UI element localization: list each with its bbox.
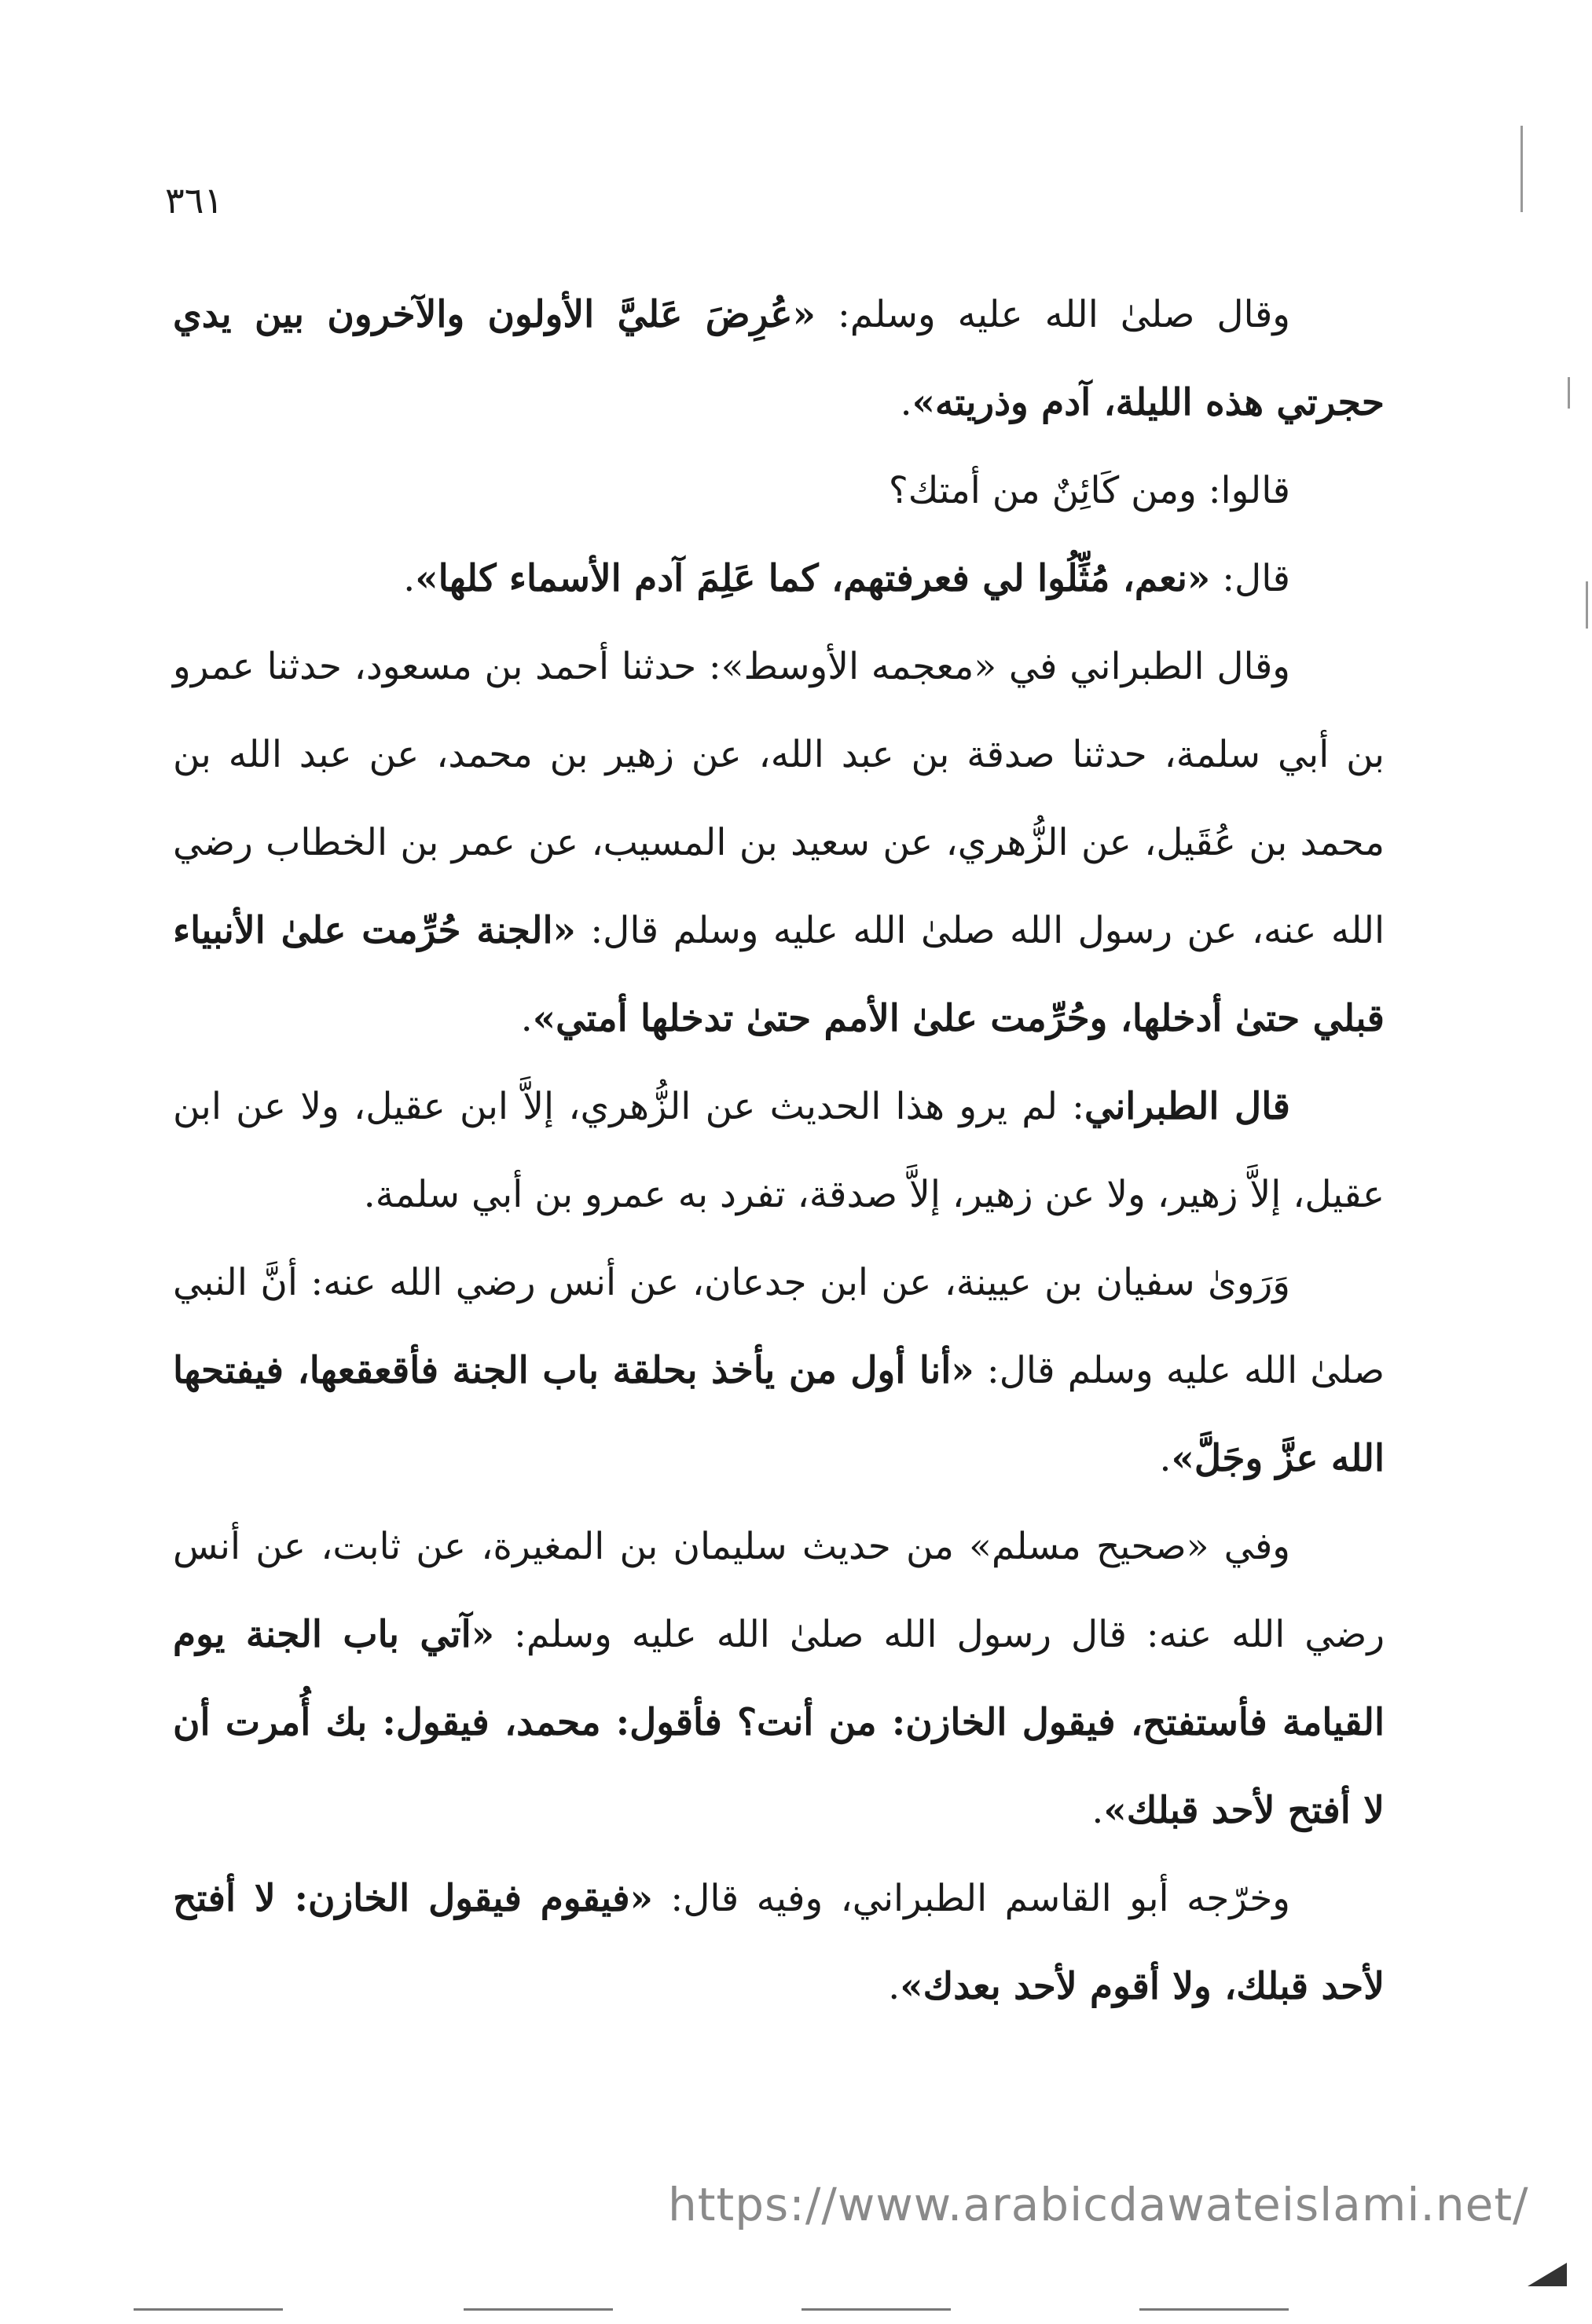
quoted-hadith-text: «نعم، مُثِّلُوا لي فعرفتهم، كما عَلِمَ آدم الأسماء كلها» (415, 557, 1211, 600)
bottom-rule (802, 2308, 951, 2311)
right-margin-tick (1586, 581, 1588, 629)
paragraph-text: قالوا: ومن كَائِنٌ من أمتك؟ (888, 469, 1290, 512)
quoted-hadith-text: «أنا أول من يأخذ بحلقة باب الجنة فأقعقعها، فيفتحها الله عزَّ وجَلَّ» (173, 1349, 1385, 1480)
right-margin-tick (1520, 126, 1523, 212)
paragraph-text: . (900, 381, 912, 424)
paragraph-text: . (520, 997, 533, 1040)
bottom-rule (464, 2308, 613, 2311)
paragraph-text: . (888, 1965, 901, 2008)
paragraph-text: وفي «صحيح مسلم» من حديث سليمان بن المغيرة، عن ثابت، عن أنس رضي الله عنه: قال رسول الله صلىٰ الله عليه وسلم: (173, 1525, 1385, 1656)
quoted-hadith-text: قال الطبراني (1084, 1085, 1290, 1128)
paragraph-text: . (1091, 1789, 1104, 1832)
paragraph-text: وقال صلىٰ الله عليه وسلم: (815, 293, 1290, 336)
paragraph (173, 1503, 1385, 1855)
quoted-hadith-text: «الجنة حُرِّمت علىٰ الأنبياء قبلي حتىٰ أدخلها، وحُرِّمت علىٰ الأمم حتىٰ تدخلها أمتي» (173, 909, 1385, 1040)
watermark-url: https://www.arabicdawateislami.net/ (668, 2178, 1529, 2231)
paragraph-text: قال: (1210, 557, 1290, 600)
body-text (173, 271, 1385, 2031)
page-number: ٣٦١ (165, 179, 224, 222)
corner-mark (1528, 2263, 1567, 2286)
quoted-hadith-text: «عُرِضَ عَليَّ الأولون والآخرون بين يدي حجرتي هذه الليلة، آدم وذريته» (173, 293, 1385, 424)
paragraph-text: . (403, 557, 416, 600)
paragraph (173, 535, 1385, 623)
right-margin-tick (1568, 377, 1570, 409)
paragraph-text: : لم يرو هذا الحديث عن الزُّهري، إلاَّ ابن عقيل، ولا عن ابن عقيل، إلاَّ زهير، ولا عن زهير، إلاَّ صدقة، تفرد به عمرو بن أبي سلمة. (173, 1085, 1385, 1216)
paragraph-text: . (1159, 1437, 1172, 1480)
paragraph-text: وَرَوىٰ سفيان بن عيينة، عن ابن جدعان، عن أنس رضي الله عنه: أنَّ النبي صلىٰ الله عليه وسلم قال: (173, 1261, 1385, 1392)
paragraph-text: وخرّجه أبو القاسم الطبراني، وفيه قال: (652, 1877, 1290, 1920)
quoted-hadith-text: «فيقوم فيقول الخازن: لا أفتح لأحد قبلك، ولا أقوم لأحد بعدك» (173, 1877, 1385, 2008)
paragraph (173, 1855, 1385, 2031)
paragraph (173, 271, 1385, 447)
quoted-hadith-text: «آتي باب الجنة يوم القيامة فأستفتح، فيقول الخازن: من أنت؟ فأقول: محمد، فيقول: بك أُمرت أن لا أفتح لأحد قبلك» (173, 1613, 1385, 1832)
paragraph (173, 623, 1385, 1063)
paragraph-text: وقال الطبراني في «معجمه الأوسط»: حدثنا أحمد بن مسعود، حدثنا عمرو بن أبي سلمة، حدثنا صدقة بن عبد الله، عن زهير بن محمد، عن عبد الله بن محمد بن عُقَيل، عن الزُّهري، عن سعيد بن المسيب، عن عمر بن الخطاب رضي الله عنه، عن رسول الله صلىٰ الله عليه وسلم قال: (173, 645, 1385, 952)
paragraph (173, 447, 1385, 535)
paragraph (173, 1239, 1385, 1503)
bottom-rule (134, 2308, 283, 2311)
paragraph (173, 1063, 1385, 1239)
bottom-rule (1139, 2308, 1289, 2311)
